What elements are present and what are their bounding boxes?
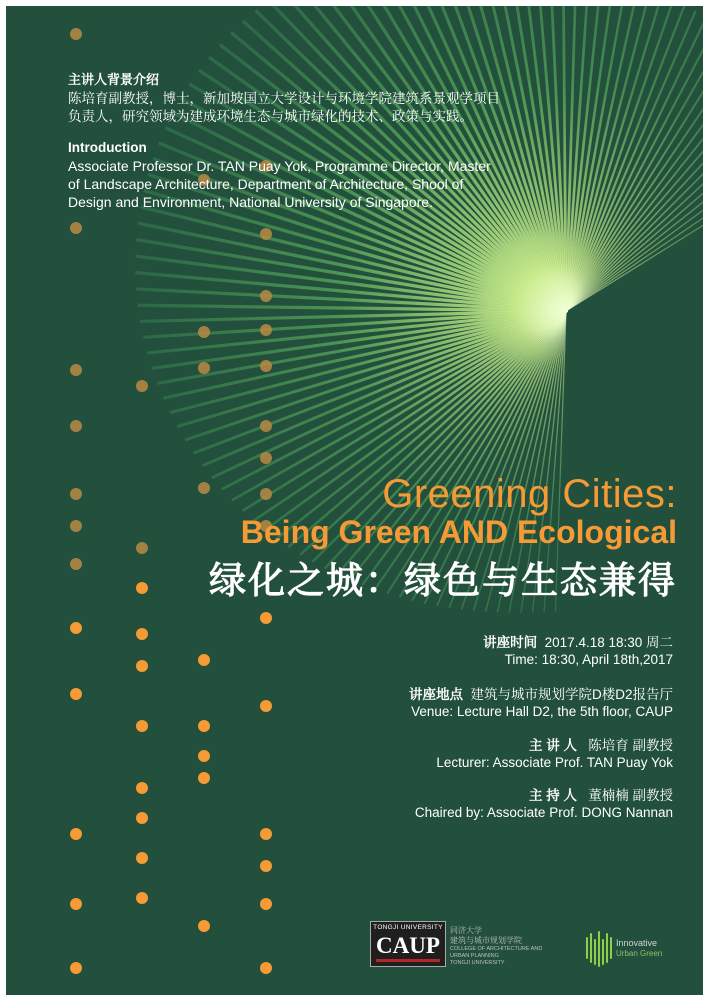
- caup-logo-bar: [376, 959, 440, 962]
- decorative-dot: [198, 362, 210, 374]
- lecture-time: [483, 634, 673, 668]
- college-name-en: URBAN PLANNING: [450, 953, 499, 959]
- decorative-dot: [136, 720, 148, 732]
- decorative-dot: [260, 962, 272, 974]
- lecture-venue: [409, 686, 673, 720]
- urban-green-icon: [580, 930, 614, 970]
- innovative-urban-green-logo: [580, 930, 700, 970]
- time-label: 讲座时间: [483, 635, 538, 650]
- college-name-en: TONGJI UNIVERSITY: [450, 960, 505, 966]
- decorative-dot: [70, 28, 82, 40]
- decorative-dot: [136, 812, 148, 824]
- decorative-dot: [136, 380, 148, 392]
- introduction-line: Associate Professor Dr. TAN Puay Yok, Programme Director, Master: [68, 158, 491, 174]
- speaker-background-cn: [68, 72, 538, 126]
- decorative-dot: [198, 482, 210, 494]
- decorative-dot: [70, 364, 82, 376]
- decorative-dot: [260, 290, 272, 302]
- decorative-dot: [136, 782, 148, 794]
- lecturer-en: Lecturer: Associate Prof. TAN Puay Yok: [436, 755, 673, 770]
- chair-en: Chaired by: Associate Prof. DONG Nannan: [414, 805, 673, 820]
- venue-en: Venue: Lecture Hall D2, the 5th floor, CAUP: [411, 704, 673, 719]
- caup-logo-university: TONGJI UNIVERSITY: [373, 924, 443, 931]
- speaker-introduction-en: [68, 139, 548, 211]
- chair-value: 董楠楠 副教授: [588, 788, 673, 803]
- speaker-background-heading: 主讲人背景介绍: [68, 73, 160, 88]
- decorative-dot: [70, 828, 82, 840]
- decorative-dot: [70, 420, 82, 432]
- lecturer-label: 主 讲 人: [528, 738, 577, 753]
- introduction-heading: Introduction: [68, 140, 147, 155]
- decorative-dot: [260, 324, 272, 336]
- decorative-dot: [70, 898, 82, 910]
- college-name-en: COLLEGE OF ARCHITECTURE AND: [450, 946, 543, 952]
- caup-logo-wordmark: CAUP: [376, 933, 440, 958]
- caup-logo: [370, 921, 446, 967]
- decorative-dot: [70, 488, 82, 500]
- tongji-name-cn: 同济大学: [450, 926, 482, 935]
- decorative-dot: [70, 520, 82, 532]
- time-en: Time: 18:30, April 18th,2017: [504, 652, 673, 667]
- lecturer-info: [436, 737, 673, 771]
- decorative-dot: [70, 222, 82, 234]
- decorative-dot: [70, 962, 82, 974]
- decorative-dot: [136, 852, 148, 864]
- decorative-dot: [260, 612, 272, 624]
- sponsor-logos: [370, 920, 700, 980]
- speaker-background-line: 陈培育副教授，博士，新加坡国立大学设计与环境学院建筑系景观学项目: [68, 91, 500, 107]
- venue-value: 建筑与城市规划学院D楼D2报告厅: [470, 687, 673, 702]
- decorative-dot: [260, 898, 272, 910]
- decorative-dot: [70, 688, 82, 700]
- decorative-dot: [198, 772, 210, 784]
- decorative-dot: [260, 700, 272, 712]
- decorative-dot: [260, 420, 272, 432]
- decorative-dot: [136, 582, 148, 594]
- venue-label: 讲座地点: [408, 687, 463, 702]
- decorative-dot: [260, 860, 272, 872]
- decorative-dot: [198, 750, 210, 762]
- decorative-dot: [260, 488, 272, 500]
- decorative-dot: [70, 558, 82, 570]
- decorative-dot: [260, 360, 272, 372]
- iug-text-1: Innovative: [616, 938, 658, 948]
- decorative-dot: [260, 228, 272, 240]
- chair-info: [415, 787, 673, 821]
- poster: [6, 6, 703, 995]
- speaker-background-line: 负责人，研究领域为建成环境生态与城市绿化的技术、政策与实践。: [68, 109, 473, 125]
- college-name-cn: 建筑与城市规划学院: [450, 936, 522, 945]
- introduction-line: of Landscape Architecture, Department of Architecture, Shool of: [68, 176, 464, 192]
- title-line-1: Greening Cities:: [382, 472, 677, 516]
- introduction-line: Design and Environment, National University of Singapore.: [68, 194, 433, 210]
- time-value: 2017.4.18 18:30 周二: [544, 635, 673, 650]
- decorative-dot: [260, 828, 272, 840]
- decorative-dot: [136, 542, 148, 554]
- decorative-dot: [198, 654, 210, 666]
- decorative-dot: [260, 452, 272, 464]
- title-chinese: 绿化之城：绿色与生态兼得: [209, 559, 677, 602]
- decorative-dot: [198, 920, 210, 932]
- decorative-dot: [198, 326, 210, 338]
- decorative-dot: [136, 628, 148, 640]
- decorative-dot: [136, 660, 148, 672]
- iug-text-2: Urban Green: [616, 949, 663, 958]
- decorative-dot: [198, 720, 210, 732]
- chair-label: 主 持 人: [528, 788, 577, 803]
- tongji-college-logo: [450, 926, 550, 967]
- decorative-dot: [136, 892, 148, 904]
- lecturer-value: 陈培育 副教授: [588, 738, 673, 753]
- title-line-2: Being Green AND Ecological: [240, 514, 677, 550]
- decorative-dot: [70, 622, 82, 634]
